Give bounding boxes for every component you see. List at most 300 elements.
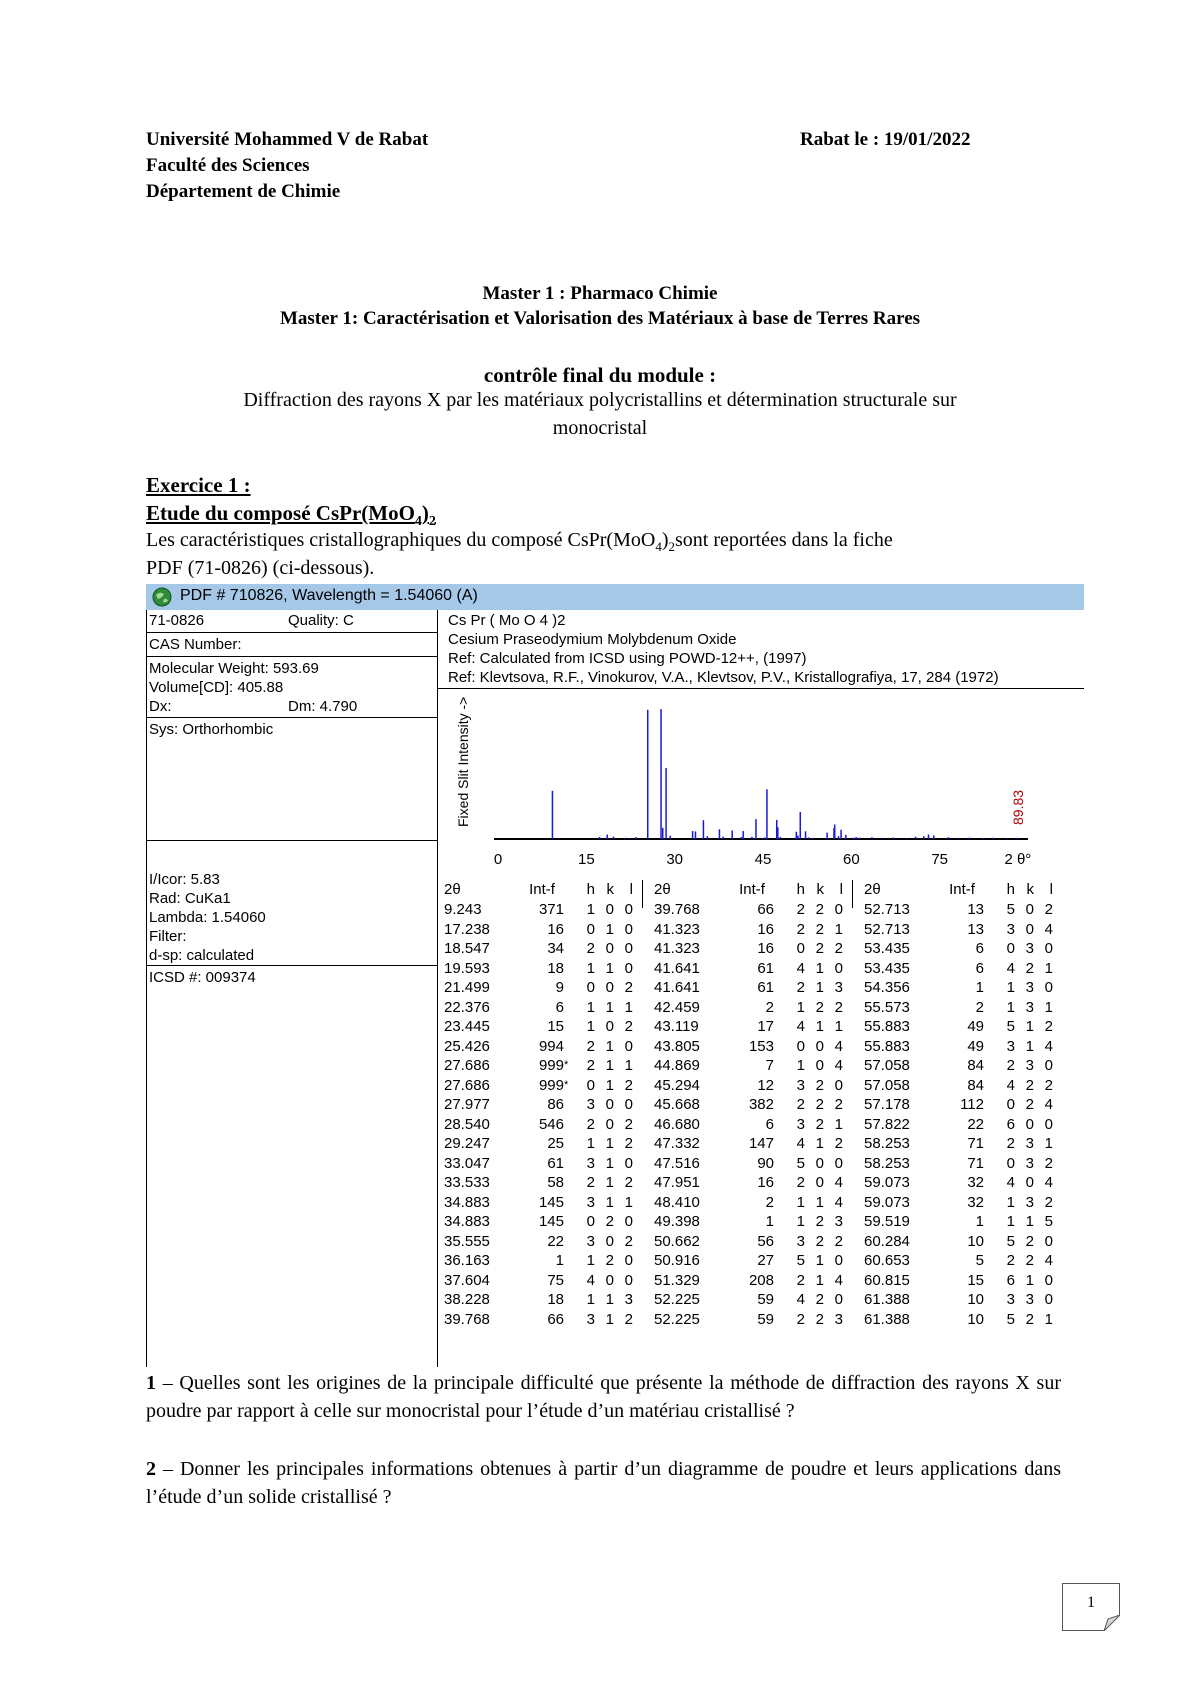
- table-cell: 4: [1044, 1174, 1053, 1191]
- table-row: [654, 1154, 843, 1174]
- x-tick-label: 15: [577, 851, 595, 868]
- table-cell: 58.253: [864, 1135, 910, 1152]
- table-row: [654, 900, 843, 920]
- compound-name: Cesium Praseodymium Molybdenum Oxide: [448, 631, 737, 648]
- table-cell: [984, 1290, 996, 1310]
- reference-1: Ref: Calculated from ICSD using POWD-12++, (1997): [448, 650, 807, 667]
- table-cell: 2: [605, 1213, 614, 1230]
- table-cell: 4: [834, 1271, 843, 1289]
- table-cell: 5: [796, 1154, 805, 1172]
- table-cell: 1: [1025, 1213, 1034, 1230]
- table-cell: 13: [967, 901, 984, 918]
- icor: I/Icor: 5.83: [149, 871, 220, 888]
- table-cell: 2: [834, 998, 843, 1016]
- table-row: [864, 1134, 1053, 1154]
- table-cell: 0: [605, 1271, 614, 1289]
- table-cell: 39.768: [444, 1310, 490, 1328]
- column-header: l: [1049, 880, 1053, 898]
- table-cell: 52.713: [864, 901, 910, 918]
- table-cell: 2: [586, 940, 595, 957]
- table-cell: 1: [1006, 1213, 1015, 1230]
- table-cell: [564, 1212, 576, 1232]
- table-cell: 10: [967, 1291, 984, 1308]
- xrd-pattern-chart: [438, 689, 1084, 869]
- table-cell: 16: [547, 920, 564, 938]
- table-cell: 41.323: [654, 920, 700, 938]
- molecular-weight: Molecular Weight: 593.69: [149, 660, 319, 677]
- table-cell: 35.555: [444, 1232, 490, 1250]
- table-cell: 9: [555, 979, 564, 996]
- table-row: [444, 1271, 633, 1291]
- d-spacing: d-sp: calculated: [149, 947, 255, 964]
- table-cell: 10: [967, 1232, 984, 1250]
- table-cell: 2: [815, 1115, 824, 1133]
- date: Rabat le : 19/01/2022: [800, 129, 971, 150]
- table-cell: 1: [586, 1252, 595, 1269]
- table-row: [864, 959, 1053, 979]
- table-cell: 34: [547, 940, 564, 957]
- intro-paren: ): [661, 529, 669, 551]
- table-cell: 1: [796, 1213, 805, 1230]
- table-row: [444, 1193, 633, 1213]
- table-cell: 1: [1044, 1310, 1053, 1328]
- table-cell: [984, 1251, 996, 1271]
- table-cell: 2: [834, 940, 843, 957]
- table-cell: 59: [757, 1310, 774, 1328]
- table-cell: 2: [796, 1310, 805, 1328]
- table-cell: [564, 1251, 576, 1271]
- table-row: [654, 1232, 843, 1252]
- table-cell: [774, 1134, 786, 1154]
- master-title-2: Master 1: Caractérisation et Valorisation des Matériaux à base de Terres Rares: [279, 308, 921, 329]
- table-cell: 2: [1044, 901, 1053, 918]
- table-cell: 1: [1025, 1271, 1034, 1289]
- table-cell: 56: [757, 1232, 774, 1250]
- table-cell: 2: [796, 1174, 805, 1191]
- table-cell: 2: [834, 1232, 843, 1250]
- table-cell: 2: [586, 1037, 595, 1055]
- table-cell: 0: [586, 1076, 595, 1094]
- table-cell: 0: [834, 959, 843, 977]
- table-cell: 75: [547, 1271, 564, 1289]
- table-row: [654, 1076, 843, 1096]
- table-cell: 1: [605, 1154, 614, 1172]
- table-cell: 49: [967, 1037, 984, 1055]
- table-cell: 4: [796, 1018, 805, 1035]
- pdf-card: [146, 584, 1084, 1367]
- table-cell: 2: [1044, 1193, 1053, 1211]
- table-row: [654, 1134, 843, 1154]
- table-cell: [984, 1134, 996, 1154]
- table-cell: [984, 998, 996, 1018]
- table-cell: 59.073: [864, 1174, 910, 1191]
- quality: Quality: C: [288, 612, 354, 629]
- table-cell: 3: [624, 1291, 633, 1308]
- column-header: k: [1026, 880, 1034, 898]
- table-cell: [774, 1212, 786, 1232]
- table-cell: 57.058: [864, 1076, 910, 1094]
- table-cell: [984, 1115, 996, 1135]
- table-cell: 3: [834, 1213, 843, 1230]
- reflections-table-1: [444, 878, 633, 1329]
- table-cell: 27.977: [444, 1096, 490, 1113]
- table-cell: 45.668: [654, 1096, 700, 1113]
- question-1: [146, 1369, 1061, 1425]
- table-cell: 22: [967, 1115, 984, 1133]
- table-cell: [984, 920, 996, 940]
- table-cell: [564, 1290, 576, 1310]
- table-cell: 1: [586, 1018, 595, 1035]
- table-cell: [984, 1017, 996, 1037]
- table-cell: 2: [815, 1232, 824, 1250]
- subject-line-2: monocristal: [552, 417, 648, 439]
- table-cell: 2: [796, 1271, 805, 1289]
- table-cell: [774, 1115, 786, 1135]
- table-cell: 6: [975, 940, 984, 957]
- table-cell: 50.916: [654, 1252, 700, 1269]
- column-header: k: [606, 880, 614, 898]
- column-header: 2θ: [444, 880, 461, 898]
- table-row: [654, 1271, 843, 1291]
- table-cell: 0: [815, 1037, 824, 1055]
- table-cell: 0: [586, 979, 595, 996]
- table-cell: 0: [1006, 940, 1015, 957]
- table-cell: 52.713: [864, 920, 910, 938]
- table-cell: 3: [1025, 998, 1034, 1016]
- column-header: l: [839, 880, 843, 898]
- table-cell: 32: [967, 1174, 984, 1191]
- x-axis-label: 2 θ°: [1004, 851, 1032, 868]
- page-curl-icon: [1104, 1615, 1120, 1631]
- table-cell: [564, 1095, 576, 1115]
- table-cell: 3: [796, 1115, 805, 1133]
- table-cell: 2: [815, 940, 824, 957]
- table-cell: 2: [1025, 1310, 1034, 1328]
- table-cell: 1: [815, 1271, 824, 1289]
- table-cell: 3: [796, 1076, 805, 1094]
- table-cell: 0: [605, 1096, 614, 1113]
- subtitle-sub4: 4: [414, 514, 422, 530]
- table-cell: 2: [586, 1115, 595, 1133]
- table-cell: 1: [586, 998, 595, 1016]
- table-cell: [984, 1271, 996, 1291]
- table-cell: 1: [555, 1252, 564, 1269]
- exercise-intro: [146, 529, 1066, 555]
- table-cell: 1: [586, 901, 595, 918]
- table-cell: 7: [765, 1057, 774, 1074]
- table-row: [444, 1212, 633, 1232]
- table-cell: 55.883: [864, 1037, 910, 1055]
- table-cell: [774, 1076, 786, 1096]
- table-cell: 51.329: [654, 1271, 700, 1289]
- table-cell: 60.815: [864, 1271, 910, 1289]
- table-cell: 33.047: [444, 1154, 490, 1172]
- table-cell: 999: [538, 1057, 564, 1074]
- column-header: Int-f: [739, 880, 765, 898]
- table-cell: 4: [1006, 1174, 1015, 1191]
- table-cell: 0: [834, 1076, 843, 1094]
- table-cell: 2: [815, 1076, 824, 1094]
- subtitle-text: Etude du composé CsPr(MoO: [146, 501, 415, 525]
- table-cell: 1: [1044, 1135, 1053, 1152]
- table-cell: 52.225: [654, 1291, 700, 1308]
- table-cell: 2: [624, 1076, 633, 1094]
- table-cell: 23.445: [444, 1018, 490, 1035]
- table-row: [864, 978, 1053, 998]
- column-header: k: [816, 880, 824, 898]
- table-cell: 18.547: [444, 940, 490, 957]
- table-cell: 4: [796, 1135, 805, 1152]
- table-cell: 2: [815, 1096, 824, 1113]
- table-row: [864, 1212, 1053, 1232]
- table-cell: 0: [605, 1115, 614, 1133]
- pdf-title: PDF # 710826, Wavelength = 1.54060 (A): [180, 587, 478, 604]
- table-cell: 2: [1044, 1154, 1053, 1172]
- table-cell: 1: [624, 1193, 633, 1211]
- table-cell: [984, 1056, 996, 1076]
- table-cell: 13: [967, 920, 984, 938]
- table-cell: [774, 1095, 786, 1115]
- table-cell: 1: [815, 979, 824, 996]
- table-cell: 0: [1044, 1271, 1053, 1289]
- table-cell: 1: [586, 1135, 595, 1152]
- table-row: [864, 1173, 1053, 1193]
- filter: Filter:: [149, 928, 187, 945]
- table-cell: [984, 1310, 996, 1330]
- table-cell: 22.376: [444, 998, 490, 1016]
- table-cell: 2: [1044, 1018, 1053, 1035]
- table-row: [444, 920, 633, 940]
- table-header-row: [444, 878, 633, 900]
- table-cell: 1: [586, 1291, 595, 1308]
- table-cell: [774, 1037, 786, 1057]
- table-cell: 0: [834, 1252, 843, 1269]
- table-row: [444, 1251, 633, 1271]
- subtitle-sub2: 2: [428, 514, 436, 530]
- table-row: [444, 1076, 633, 1096]
- table-cell: 147: [748, 1135, 774, 1152]
- table-cell: [564, 1173, 576, 1193]
- table-cell: 4: [1006, 959, 1015, 977]
- table-cell: [774, 1154, 786, 1174]
- table-cell: [984, 1037, 996, 1057]
- table-cell: 4: [834, 1193, 843, 1211]
- table-cell: 0: [624, 1037, 633, 1055]
- table-cell: 2: [624, 1310, 633, 1328]
- table-cell: 5: [796, 1252, 805, 1269]
- divider: [146, 632, 437, 633]
- table-cell: 2: [586, 1174, 595, 1191]
- cas-number: CAS Number:: [149, 636, 242, 653]
- table-cell: [774, 1251, 786, 1271]
- table-cell: 66: [757, 901, 774, 918]
- column-header: h: [796, 880, 805, 898]
- table-cell: 1: [1006, 998, 1015, 1016]
- table-cell: 0: [1006, 1096, 1015, 1113]
- table-cell: 2: [834, 1096, 843, 1113]
- table-cell: 86: [547, 1096, 564, 1113]
- table-cell: 0: [796, 940, 805, 957]
- table-cell: 1: [624, 998, 633, 1016]
- table-cell: 71: [967, 1135, 984, 1152]
- master-title-1: Master 1 : Pharmaco Chimie: [482, 283, 718, 304]
- column-header: 2θ: [654, 880, 671, 898]
- table-cell: [774, 1232, 786, 1252]
- table-row: [864, 1310, 1053, 1330]
- table-cell: 2: [1025, 1076, 1034, 1094]
- table-cell: 6: [555, 998, 564, 1016]
- table-cell: 33.533: [444, 1174, 490, 1191]
- table-row: [444, 959, 633, 979]
- table-cell: 2: [1044, 1076, 1053, 1094]
- table-row: [654, 1251, 843, 1271]
- table-cell: [984, 939, 996, 959]
- max-2theta-label: 89.83: [1009, 789, 1026, 825]
- table-cell: 2: [586, 1057, 595, 1074]
- reference-2: Ref: Klevtsova, R.F., Vinokurov, V.A., Klevtsov, P.V., Kristallografiya, 17, 284 (1972): [448, 669, 999, 686]
- table-row: [654, 959, 843, 979]
- table-cell: 15: [547, 1018, 564, 1035]
- table-cell: 0: [586, 1213, 595, 1230]
- table-row: [444, 1017, 633, 1037]
- table-cell: 1: [605, 1193, 614, 1211]
- table-cell: 0: [624, 901, 633, 918]
- x-tick-label: 60: [842, 851, 860, 868]
- question-2-number: 2: [146, 1458, 156, 1480]
- table-cell: 90: [757, 1154, 774, 1172]
- column-header: Int-f: [949, 880, 975, 898]
- table-cell: 0: [605, 979, 614, 996]
- table-cell: 1: [1044, 959, 1053, 977]
- table-cell: 27: [757, 1252, 774, 1269]
- exercise-intro-line2: PDF (71-0826) (ci-dessous).: [146, 557, 375, 579]
- table-cell: 3: [834, 979, 843, 996]
- table-row: [444, 1037, 633, 1057]
- table-cell: 71: [967, 1154, 984, 1172]
- table-cell: 2: [796, 901, 805, 918]
- column-header: [984, 878, 996, 900]
- table-cell: 15: [967, 1271, 984, 1289]
- table-cell: [564, 1134, 576, 1154]
- table-cell: [774, 920, 786, 940]
- table-cell: 21.499: [444, 979, 490, 996]
- question-2-text: – Donner les principales informations obtenues à partir d’un diagramme de poudre et leurs applications dans l’étude d’un solide cristallisé ?: [146, 1458, 1061, 1508]
- table-cell: 6: [1006, 1115, 1015, 1133]
- table-cell: 0: [605, 1232, 614, 1250]
- table-cell: 4: [586, 1271, 595, 1289]
- subtitle-paren: ): [421, 501, 429, 525]
- table-cell: [984, 1212, 996, 1232]
- table-cell: 3: [834, 1310, 843, 1328]
- table-cell: 10: [967, 1310, 984, 1328]
- table-cell: 17.238: [444, 920, 490, 938]
- table-row: [864, 1095, 1053, 1115]
- table-cell: 4: [1044, 1252, 1053, 1269]
- table-cell: 1: [834, 1018, 843, 1035]
- table-cell: 60.284: [864, 1232, 910, 1250]
- table-cell: 0: [1006, 1154, 1015, 1172]
- table-cell: 16: [757, 940, 774, 957]
- table-row: [654, 978, 843, 998]
- table-cell: 0: [605, 901, 614, 918]
- table-row: [864, 920, 1053, 940]
- table-cell: 999: [538, 1076, 564, 1094]
- crystal-system: Sys: Orthorhombic: [149, 721, 274, 738]
- table-cell: [774, 1193, 786, 1213]
- table-cell: 2: [796, 920, 805, 938]
- table-row: [864, 1115, 1053, 1135]
- table-cell: 2: [975, 998, 984, 1016]
- table-cell: 45.294: [654, 1076, 700, 1094]
- table-cell: 4: [1044, 1037, 1053, 1055]
- table-cell: 3: [586, 1096, 595, 1113]
- department-name: Département de Chimie: [146, 181, 341, 202]
- column-header: [774, 878, 786, 900]
- table-cell: 42.459: [654, 998, 700, 1016]
- table-cell: 25: [547, 1135, 564, 1152]
- table-cell: 1: [975, 979, 984, 996]
- divider: [146, 717, 437, 718]
- table-cell: 4: [1044, 1096, 1053, 1113]
- table-cell: 2: [834, 1135, 843, 1152]
- table-cell: 1: [815, 1018, 824, 1035]
- table-cell: 2: [624, 1232, 633, 1250]
- lambda: Lambda: 1.54060: [149, 909, 266, 926]
- table-cell: 0: [605, 940, 614, 957]
- table-cell: 0: [1044, 979, 1053, 996]
- table-row: [864, 998, 1053, 1018]
- table-cell: 57.178: [864, 1096, 910, 1113]
- table-cell: 2: [815, 1213, 824, 1230]
- table-cell: 53.435: [864, 940, 910, 957]
- table-cell: 29.247: [444, 1135, 490, 1152]
- table-cell: 59.519: [864, 1213, 910, 1230]
- table-cell: 0: [624, 1213, 633, 1230]
- table-cell: [774, 978, 786, 998]
- table-cell: 3: [1025, 1057, 1034, 1074]
- table-cell: 6: [765, 1115, 774, 1133]
- table-cell: 0: [834, 1291, 843, 1308]
- table-cell: 18: [547, 959, 564, 977]
- table-cell: 153: [748, 1037, 774, 1055]
- table-cell: 2: [1025, 1252, 1034, 1269]
- table-cell: 2: [624, 1135, 633, 1152]
- table-cell: 3: [586, 1310, 595, 1328]
- table-row: [864, 1076, 1053, 1096]
- x-tick-label: 30: [666, 851, 684, 868]
- table-cell: 41.641: [654, 979, 700, 996]
- table-cell: 32: [967, 1193, 984, 1211]
- table-cell: [984, 1193, 996, 1213]
- table-cell: 27.686: [444, 1076, 490, 1094]
- table-cell: 2: [765, 1193, 774, 1211]
- table-cell: 0: [834, 901, 843, 918]
- faculty-name: Faculté des Sciences: [146, 155, 310, 176]
- table-cell: 1: [605, 1174, 614, 1191]
- table-cell: 49.398: [654, 1213, 700, 1230]
- table-row: [444, 1134, 633, 1154]
- table-row: [864, 1271, 1053, 1291]
- table-cell: 3: [1006, 1037, 1015, 1055]
- table-cell: 1: [1025, 1037, 1034, 1055]
- table-cell: 1: [605, 1310, 614, 1328]
- table-row: [864, 1037, 1053, 1057]
- table-cell: 37.604: [444, 1271, 490, 1289]
- intro-sub2: 2: [668, 539, 675, 554]
- table-cell: 2: [1025, 1096, 1034, 1113]
- table-cell: 3: [586, 1193, 595, 1211]
- table-cell: 1: [605, 998, 614, 1016]
